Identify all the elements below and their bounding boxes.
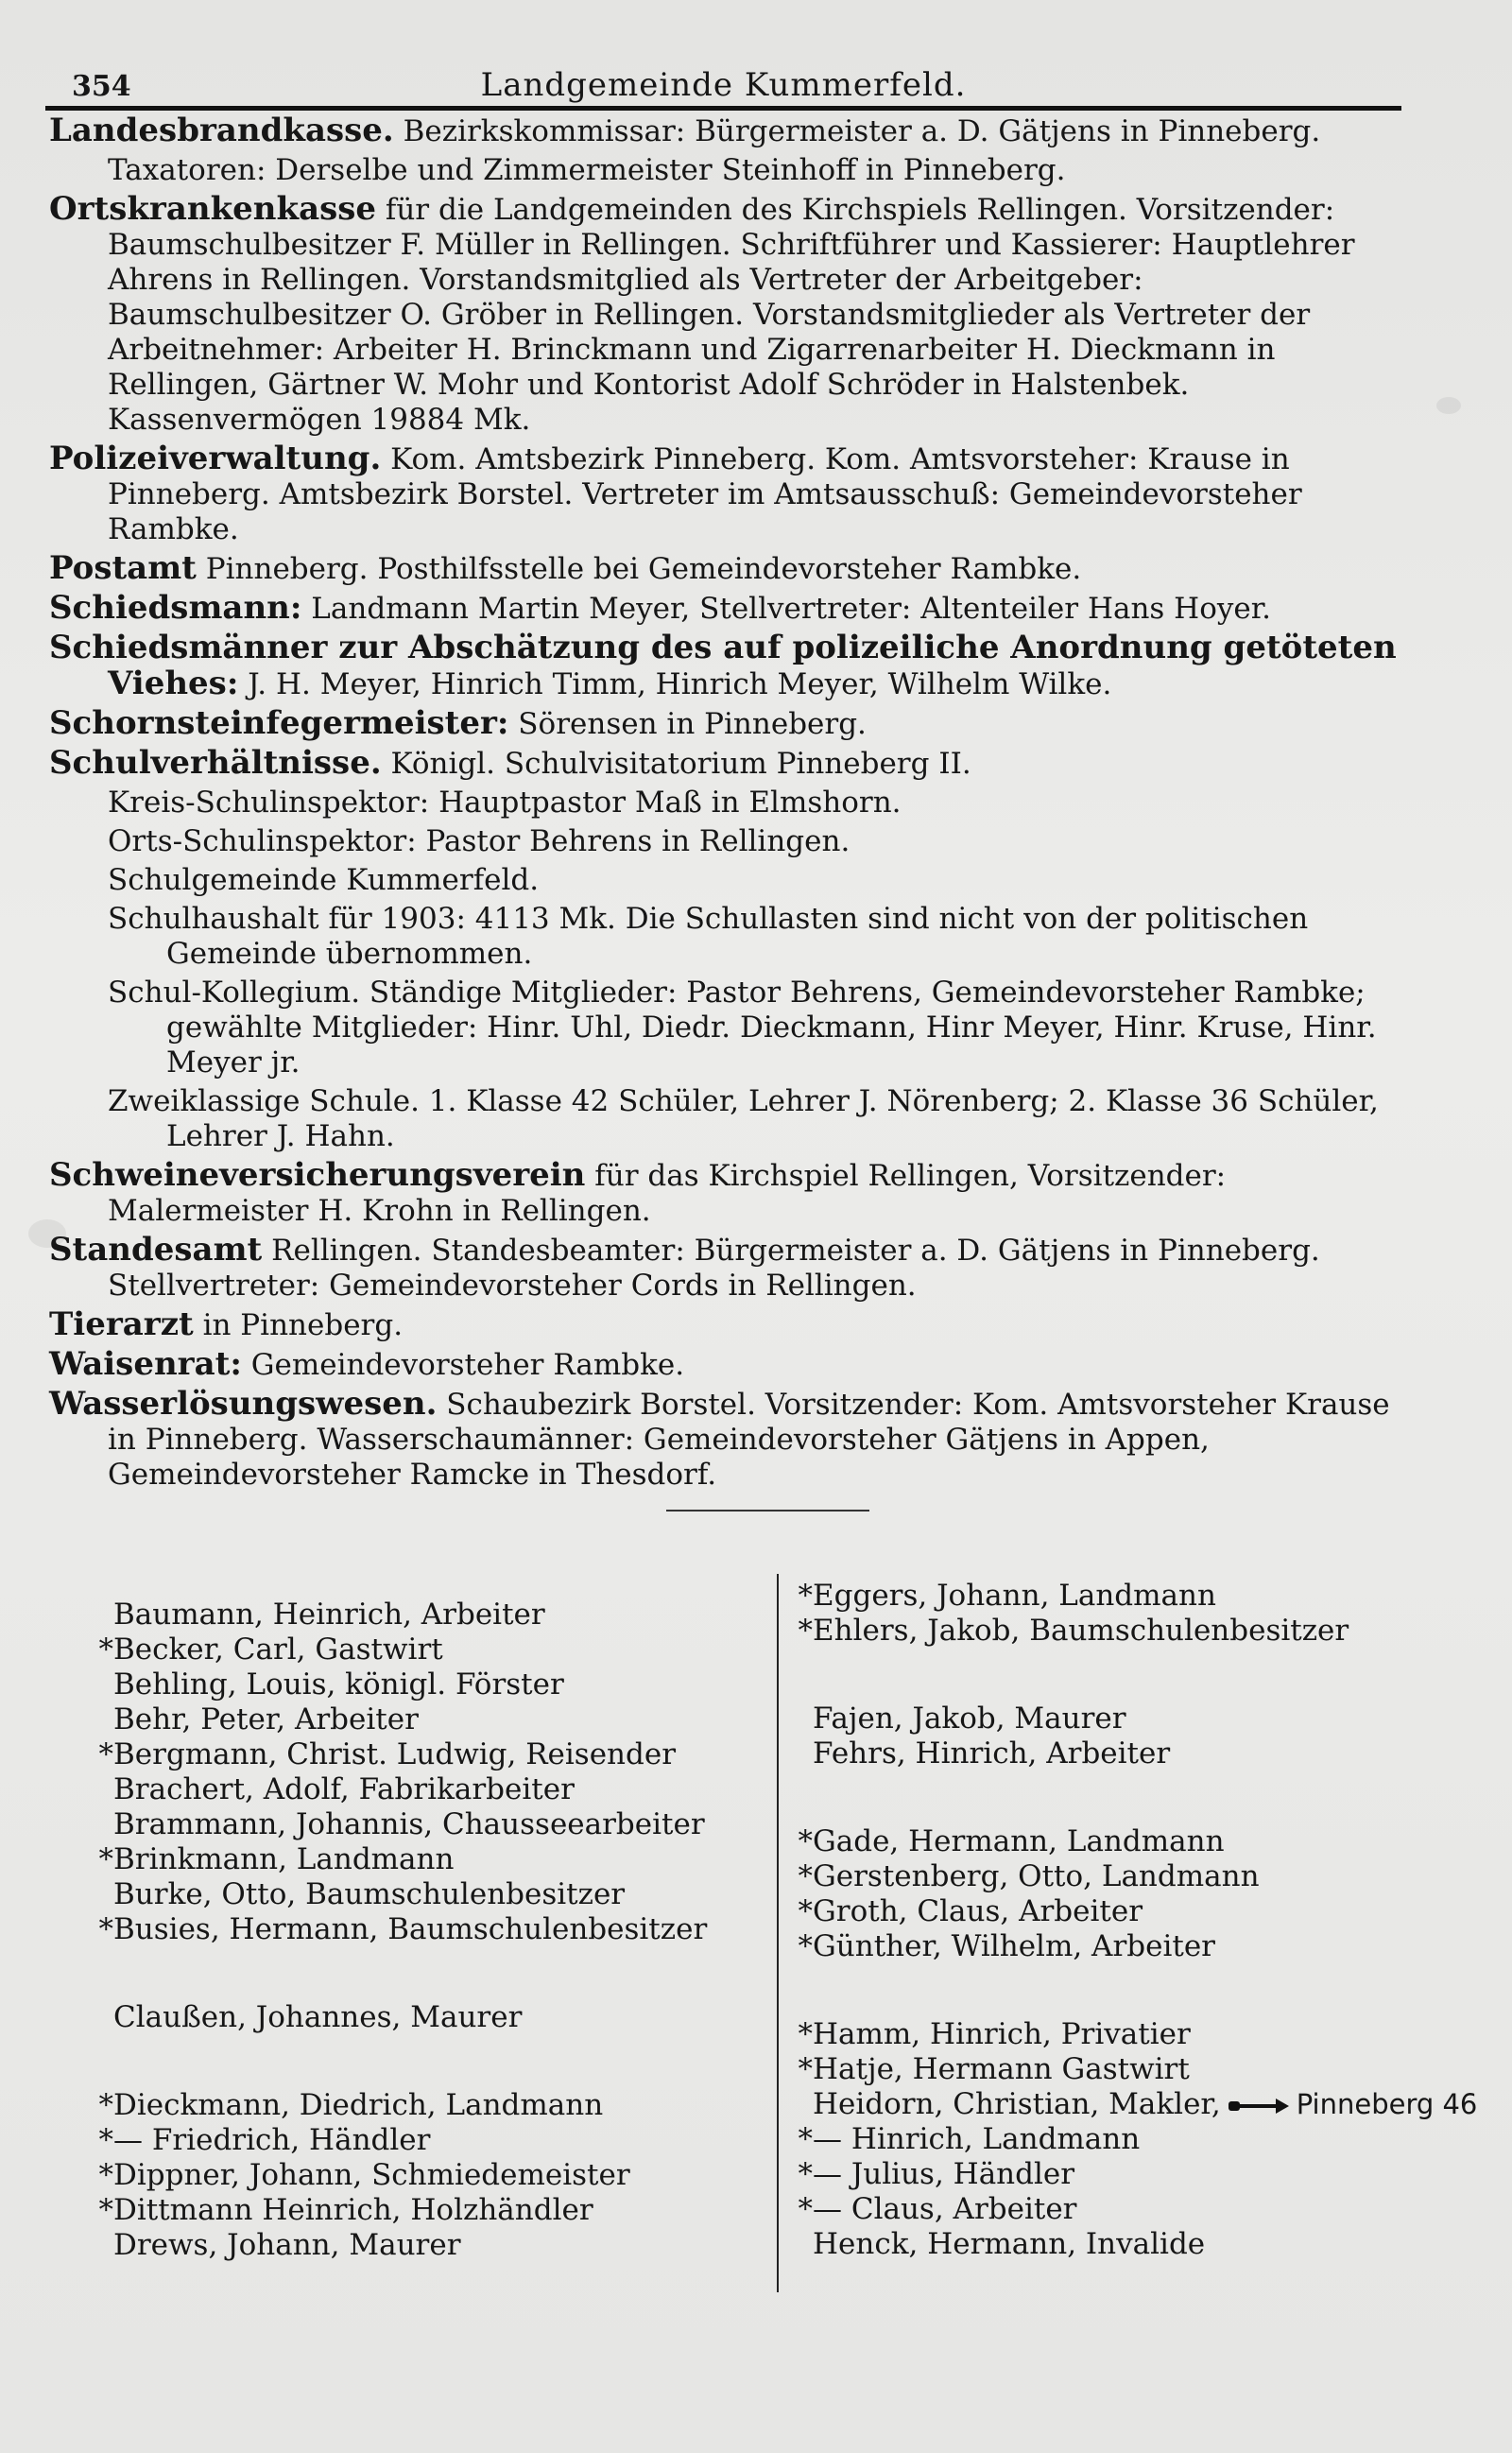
list-item	[93, 2000, 754, 2035]
resident-list-left	[93, 1598, 754, 2263]
list-item	[93, 1737, 754, 1772]
page-number: 354	[72, 70, 131, 103]
resident-name: Becker, Carl, Gastwirt	[113, 1632, 443, 1667]
entry-text: Rellingen. Standesbeamter: Bürgermeister a. D. Gätjens in Pinneberg. Stellvertreter: Gemeindevorsteher Cords in Rellingen.	[108, 1234, 1320, 1303]
voter-mark: *	[798, 1579, 813, 1613]
resident-name: Groth, Claus, Arbeiter	[813, 1894, 1143, 1928]
resident-name: Henck, Hermann, Invalide	[813, 2227, 1206, 2261]
entry-text: Zweiklassige Schule. 1. Klasse 42 Schüler, Lehrer J. Nörenberg; 2. Klasse 36 Schüler, Lehrer J. Hahn.	[108, 1084, 1379, 1153]
section-divider	[666, 1510, 869, 1512]
entry-text: Königl. Schulvisitatorium Pinneberg II.	[381, 747, 971, 781]
resident-list-right	[792, 1579, 1491, 2262]
directory-entry	[49, 1233, 1410, 1304]
resident-name: Ehlers, Jakob, Baumschulenbesitzer	[813, 1614, 1349, 1648]
directory-entry	[49, 1347, 1410, 1383]
list-item	[93, 1632, 754, 1667]
resident-name: Brammann, Johannis, Chausseearbeiter	[113, 1807, 705, 1841]
resident-name: Dittmann Heinrich, Holzhändler	[113, 2193, 593, 2227]
entry-label: Wasserlösungswesen.	[49, 1385, 438, 1423]
voter-mark: *	[798, 1929, 813, 1963]
resident-name: Brachert, Adolf, Fabrikarbeiter	[113, 1772, 575, 1806]
directory-entry	[49, 631, 1410, 702]
page-header	[45, 57, 1401, 111]
resident-name: Bergmann, Christ. Ludwig, Reisender	[113, 1737, 677, 1771]
entry-label: Schulverhältnisse.	[49, 744, 382, 782]
resident-name: — Julius, Händler	[813, 2157, 1075, 2191]
entry-text: in Pinneberg.	[193, 1308, 404, 1342]
entry-text: Orts-Schulinspektor: Pastor Behrens in Rellingen.	[108, 824, 850, 858]
resident-name: Burke, Otto, Baumschulenbesitzer	[113, 1877, 626, 1911]
list-item	[93, 1877, 754, 1912]
running-title: Landgemeinde Kummerfeld.	[480, 66, 967, 104]
list-gap	[792, 1771, 1491, 1824]
list-gap	[792, 1964, 1491, 2017]
list-item	[792, 1614, 1491, 1649]
entry-text: Schulhaushalt für 1903: 4113 Mk. Die Schullasten sind nicht von der politischen Gemeinde übernommen.	[108, 902, 1309, 971]
directory-entry	[108, 153, 1410, 188]
list-item	[93, 2193, 754, 2228]
entry-label: Standesamt	[49, 1231, 263, 1269]
column-rule	[777, 1574, 779, 2292]
list-item	[792, 1579, 1491, 1614]
list-item	[792, 2017, 1491, 2052]
resident-name: Busies, Hermann, Baumschulenbesitzer	[113, 1912, 708, 1946]
list-item	[792, 1824, 1491, 1859]
resident-name: Claußen, Johannes, Maurer	[113, 2000, 523, 2034]
directory-entry	[49, 706, 1410, 742]
voter-mark: *	[798, 1614, 813, 1648]
voter-mark: *	[798, 2192, 813, 2226]
list-item	[792, 2122, 1491, 2157]
list-item	[792, 2052, 1491, 2087]
directory-entry	[108, 863, 1410, 898]
directory-entry	[49, 441, 1410, 547]
resident-name: Fehrs, Hinrich, Arbeiter	[813, 1736, 1171, 1771]
list-item	[93, 2123, 754, 2158]
directory-entry	[108, 1084, 1410, 1154]
telephone-icon	[1227, 2095, 1293, 2117]
list-item	[93, 2088, 754, 2123]
entry-text: J. H. Meyer, Hinrich Timm, Hinrich Meyer, Wilhelm Wilke.	[238, 667, 1112, 701]
voter-mark: *	[798, 1824, 813, 1858]
list-item	[792, 1859, 1491, 1894]
resident-name: Behr, Peter, Arbeiter	[113, 1702, 419, 1736]
list-gap	[93, 1947, 754, 2000]
entry-label: Landesbrandkasse.	[49, 112, 394, 149]
voter-mark: *	[798, 1894, 813, 1928]
directory-entry	[49, 1387, 1410, 1493]
voter-mark: *	[98, 2158, 113, 2192]
entry-text: Kom. Amtsbezirk Pinneberg. Kom. Amtsvorsteher: Krause in Pinneberg. Amtsbezirk Borstel. Vertreter im Amtsausschuß: Gemeindevorsteher Rambke.	[108, 442, 1302, 546]
voter-mark: *	[98, 1737, 113, 1771]
list-item	[792, 2192, 1491, 2227]
administration-entries	[49, 113, 1410, 1496]
resident-name: Hamm, Hinrich, Privatier	[813, 2017, 1191, 2051]
list-item	[93, 2158, 754, 2193]
directory-entry	[49, 1307, 1410, 1343]
list-gap	[792, 1649, 1491, 1702]
entry-label: Schweineversicherungsverein	[49, 1156, 586, 1194]
list-item	[93, 1667, 754, 1702]
list-item	[792, 1894, 1491, 1929]
entry-text: Kreis-Schulinspektor: Hauptpastor Maß in Elmshorn.	[108, 786, 902, 820]
directory-entry	[49, 192, 1410, 438]
list-item	[792, 1702, 1491, 1736]
entry-text: Gemeindevorsteher Rambke.	[241, 1348, 685, 1382]
directory-entry	[108, 902, 1410, 972]
list-item	[93, 1772, 754, 1807]
voter-mark: *	[798, 2157, 813, 2191]
voter-mark: *	[798, 1859, 813, 1893]
resident-name: Dippner, Johann, Schmiedemeister	[113, 2158, 630, 2192]
resident-name: Hatje, Hermann Gastwirt	[813, 2052, 1190, 2086]
resident-name: Brinkmann, Landmann	[113, 1842, 455, 1876]
list-item	[93, 2228, 754, 2263]
voter-mark: *	[798, 2052, 813, 2086]
voter-mark: *	[798, 2017, 813, 2051]
resident-name: Eggers, Johann, Landmann	[813, 1579, 1216, 1613]
list-item	[93, 1842, 754, 1877]
resident-name: — Friedrich, Händler	[113, 2123, 431, 2157]
entry-label: Ortskrankenkasse	[49, 190, 377, 228]
directory-entry	[49, 551, 1410, 587]
directory-entry	[49, 1158, 1410, 1229]
voter-mark: *	[98, 2088, 113, 2122]
print-smudge	[1436, 397, 1461, 414]
entry-text: Schulgemeinde Kummerfeld.	[108, 863, 540, 897]
entry-text: Sörensen in Pinneberg.	[508, 707, 867, 741]
directory-entry	[49, 746, 1410, 782]
entry-label: Polizeiverwaltung.	[49, 440, 382, 477]
resident-name: Drews, Johann, Maurer	[113, 2228, 461, 2262]
voter-mark: *	[798, 2122, 813, 2156]
list-item	[93, 1912, 754, 1947]
resident-name: Günther, Wilhelm, Arbeiter	[813, 1929, 1215, 1963]
resident-name: — Hinrich, Landmann	[813, 2122, 1141, 2156]
list-item	[93, 1807, 754, 1842]
entry-label: Schiedsmann:	[49, 589, 302, 627]
telephone-number: Pinneberg 46	[1296, 2088, 1478, 2120]
resident-name: Gade, Hermann, Landmann	[813, 1824, 1225, 1858]
directory-entry	[108, 976, 1410, 1080]
entry-text: Bezirkskommissar: Bürgermeister a. D. Gätjens in Pinneberg.	[393, 114, 1321, 148]
resident-name: Behling, Louis, königl. Förster	[113, 1667, 564, 1702]
resident-name: Fajen, Jakob, Maurer	[813, 1702, 1126, 1736]
entry-text: Schaubezirk Borstel. Vorsitzender: Kom. Amtsvorsteher Krause in Pinneberg. Wasserschaumänner: Gemeindevorsteher Gätjens in Appen, Gemeindevorsteher Ramcke in Thesdorf.	[108, 1388, 1390, 1492]
entry-label: Tierarzt	[49, 1305, 194, 1343]
resident-name: Heidorn, Christian, Makler,	[813, 2087, 1221, 2121]
voter-mark: *	[98, 2123, 113, 2157]
entry-label: Postamt	[49, 549, 197, 587]
entry-label: Schornsteinfegermeister:	[49, 704, 509, 742]
entry-text: Pinneberg. Posthilfsstelle bei Gemeindevorsteher Rambke.	[196, 552, 1082, 586]
resident-name: Gerstenberg, Otto, Landmann	[813, 1859, 1260, 1893]
voter-mark: *	[98, 1842, 113, 1876]
entry-text: für das Kirchspiel Rellingen, Vorsitzender: Malermeister H. Krohn in Rellingen.	[108, 1159, 1227, 1228]
list-item	[93, 1702, 754, 1737]
entry-text: für die Landgemeinden des Kirchspiels Rellingen. Vorsitzender: Baumschulbesitzer F. Müller in Rellingen. Schriftführer und Kassierer: Hauptlehrer Ahrens in Rellingen. Vorstandsmitglied als Vertreter der Arbeitgeber: Baumschulbesitzer O. Gröber in Rellingen. Vorstandsmitglieder als Vertreter der Arbeitnehmer: Arbeiter H. Brinckmann und Zigarrenarbeiter H. Dieckmann in Rellingen, Gärtner W. Mohr und Kontorist Adolf Schröder in Halstenbek. Kassenvermögen 19884 Mk.	[108, 193, 1355, 437]
directory-entry	[49, 591, 1410, 627]
resident-name: — Claus, Arbeiter	[813, 2192, 1077, 2226]
entry-text: Taxatoren: Derselbe und Zimmermeister Steinhoff in Pinneberg.	[108, 153, 1066, 187]
entry-text: Landmann Martin Meyer, Stellvertreter: Altenteiler Hans Hoyer.	[301, 592, 1272, 626]
list-item	[93, 1598, 754, 1632]
resident-name: Baumann, Heinrich, Arbeiter	[113, 1598, 545, 1632]
directory-entry	[108, 824, 1410, 859]
list-item	[792, 2157, 1491, 2192]
directory-entry	[49, 113, 1410, 149]
voter-mark: *	[98, 1912, 113, 1946]
list-gap	[93, 2035, 754, 2088]
entry-label: Waisenrat:	[49, 1345, 242, 1383]
directory-entry	[108, 786, 1410, 821]
list-item	[792, 1929, 1491, 1964]
voter-mark: *	[98, 2193, 113, 2227]
entry-text: Schul-Kollegium. Ständige Mitglieder: Pastor Behrens, Gemeindevorsteher Rambke; gewählte Mitglieder: Hinr. Uhl, Diedr. Dieckmann, Hinr Meyer, Hinr. Kruse, Hinr. Meyer jr.	[108, 976, 1377, 1080]
list-item	[792, 2227, 1491, 2262]
list-item	[792, 1736, 1491, 1771]
resident-name: Dieckmann, Diedrich, Landmann	[113, 2088, 604, 2122]
list-item	[792, 2087, 1491, 2122]
entry-label: Schiedsmänner zur Abschätzung des auf polizeiliche Anordnung getöteten Viehes:	[49, 629, 1397, 702]
voter-mark: *	[98, 1632, 113, 1667]
